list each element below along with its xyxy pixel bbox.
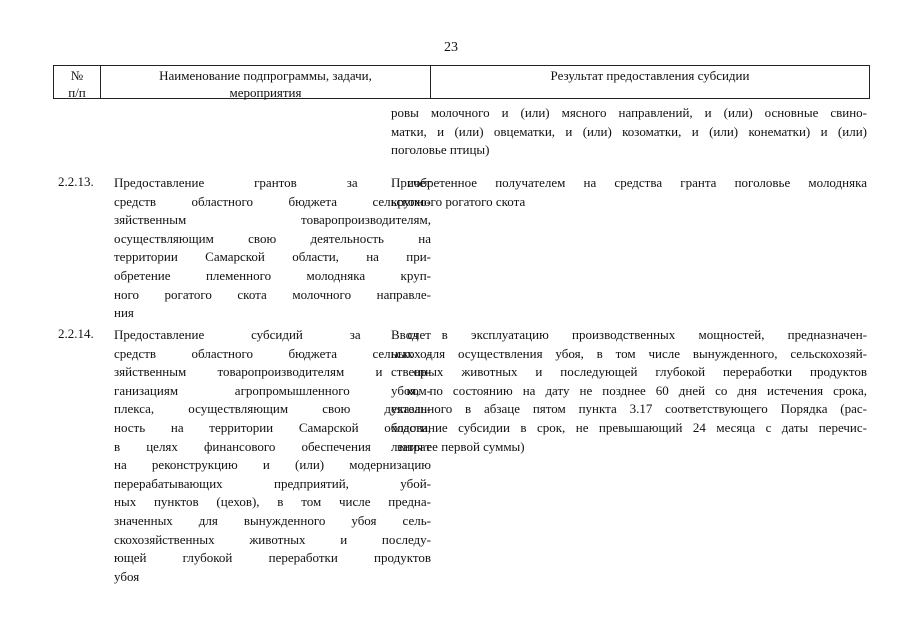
header-col-name: [101, 66, 431, 98]
text-line: ющей глубокой переработки продуктов: [114, 550, 431, 566]
continuation-result: [391, 104, 867, 160]
text-line: зяйственным товаропроизводителям и ор-: [114, 364, 431, 380]
row-result: [391, 174, 867, 211]
row-name: [114, 326, 431, 586]
text-line: убоя: [114, 568, 140, 584]
row-number: 2.2.13.: [58, 174, 94, 189]
text-line: скохозяйственных животных и последу-: [114, 531, 431, 547]
text-line: ных пунктов (цехов), в том числе предна-: [114, 494, 431, 510]
text-line: территории Самарской области, на при-: [114, 249, 431, 265]
text-line: ственных животных и последующей глубокой переработки продуктов: [391, 364, 867, 380]
text-line: ных для осуществления убоя, в том числе вынужденного, сельскохозяй-: [391, 345, 867, 361]
text-line: матки, и (или) овцематки, и (или) козоматки, и (или) конематки) и (или): [391, 123, 867, 139]
text-line: перерабатывающих предприятий, убой-: [114, 475, 431, 491]
text-line: ходование субсидии в срок, не превышающий 24 месяца с даты перечис-: [391, 419, 867, 435]
page-number: 23: [444, 40, 458, 55]
header-col-name-line2: мероприятия: [229, 85, 302, 100]
text-line: на реконструкцию и (или) модернизацию: [114, 457, 431, 473]
header-col-result: [431, 66, 869, 98]
row-number: 2.2.14.: [58, 326, 94, 341]
text-line: Предоставление грантов за счет: [114, 175, 431, 190]
text-line: убоя, по состоянию на дату не позднее 60 дней со дня истечения срока,: [391, 382, 867, 398]
text-line: в целях финансового обеспечения затрат: [114, 438, 431, 454]
text-line: средств областного бюджета сельскохо-: [114, 345, 431, 361]
row-result: [391, 326, 867, 456]
header-col-number: [54, 66, 101, 98]
text-line: зяйственным товаропроизводителям,: [114, 212, 431, 228]
text-line: ного рогатого скота молочного направле-: [114, 286, 431, 302]
text-line: указанного в абзаце пятом пункта 3.17 соответствующего Порядка (рас-: [391, 401, 867, 417]
text-line: осуществляющим свою деятельность на: [114, 230, 431, 246]
text-line: ровы молочного и (или) мясного направлений, и (или) основные свино-: [391, 105, 867, 120]
text-line: Приобретенное получателем на средства гранта поголовье молодняка: [391, 175, 867, 190]
text-line: ния: [114, 305, 134, 321]
text-line: плекса, осуществляющим свою деятель-: [114, 401, 431, 417]
row-name: [114, 174, 431, 323]
text-line: ганизациям агропромышленного ком-: [114, 382, 431, 398]
text-line: Ввод в эксплуатацию производственных мощностей, предназначен-: [391, 327, 867, 342]
text-line: крупного рогатого скота: [391, 193, 526, 209]
header-col-name-line1: Наименование подпрограммы, задачи,: [159, 68, 372, 83]
text-line: Предоставление субсидий за счет: [114, 327, 431, 342]
text-line: ления ее первой суммы): [391, 438, 525, 454]
text-line: обретение племенного молодняка круп-: [114, 267, 431, 283]
header-col-number-line1: №: [70, 68, 84, 83]
header-col-result-label: Результат предоставления субсидии: [550, 68, 750, 83]
text-line: значенных для вынужденного убоя сель-: [114, 512, 431, 528]
text-line: ность на территории Самарской области,: [114, 419, 431, 435]
text-line: средств областного бюджета сельскохо-: [114, 193, 431, 209]
table-header: [53, 65, 870, 99]
text-line: поголовье птицы): [391, 142, 490, 158]
header-col-number-line2: п/п: [68, 85, 86, 100]
